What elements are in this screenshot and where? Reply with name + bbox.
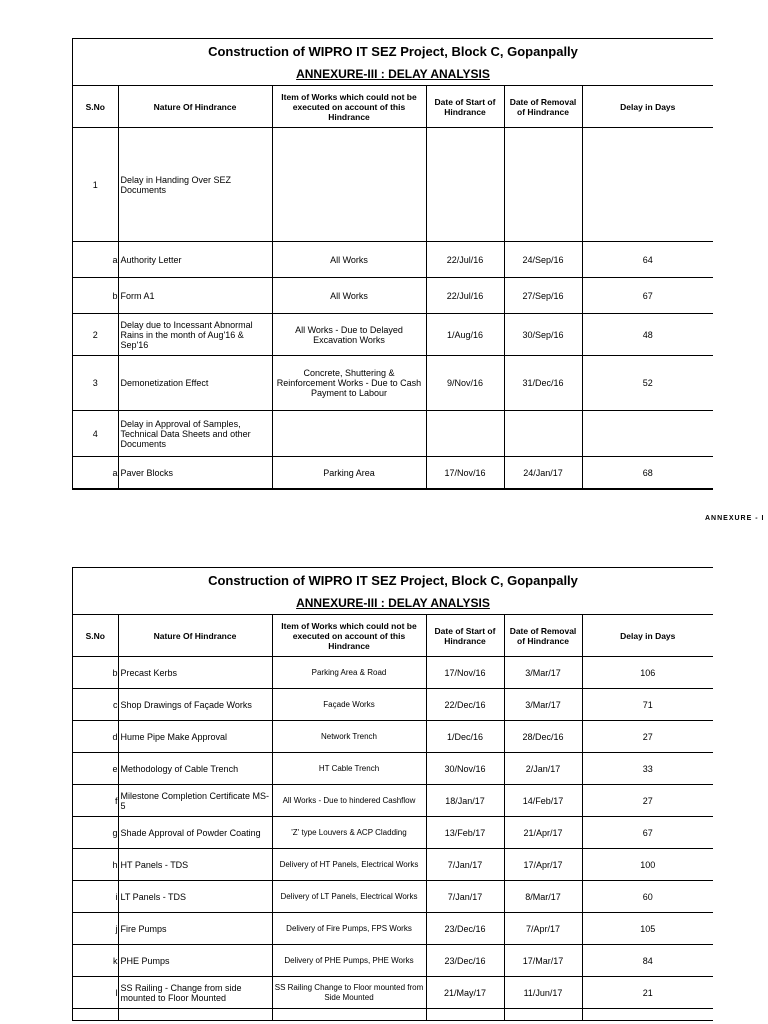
annexure-subtitle: ANNEXURE-III : DELAY ANALYSIS <box>296 596 490 610</box>
cell-removal: 24/Sep/16 <box>504 242 582 278</box>
table-row <box>73 881 713 913</box>
cell-removal: 28/Dec/16 <box>504 721 582 753</box>
cell-delay: 21 <box>582 977 713 1009</box>
cell-sno: 4 <box>73 411 118 457</box>
table-header-row <box>73 615 713 657</box>
cell-start: 7/Jan/17 <box>426 849 504 881</box>
cell-nature: Delay in Approval of Samples, Technical Data Sheets and other Documents <box>118 411 272 457</box>
cell-items: All Works <box>272 278 426 314</box>
cell-removal: 17/Apr/17 <box>504 849 582 881</box>
delay-table-2 <box>73 614 713 1021</box>
cell-items: Delivery of LT Panels, Electrical Works <box>272 881 426 913</box>
cell-nature: Shop Drawings of Façade Works <box>118 689 272 721</box>
cell-nature: Delay in Handing Over SEZ Documents <box>118 128 272 242</box>
cell-delay: 68 <box>582 457 713 489</box>
cell-sno: a <box>73 457 118 489</box>
cell-items: Concrete, Shuttering & Reinforcement Works - Due to Cash Payment to Labour <box>272 356 426 411</box>
cell-nature: SS Railing - Change from side mounted to Floor Mounted <box>118 977 272 1009</box>
cell-start: 9/Nov/16 <box>426 356 504 411</box>
header-nature: Nature Of Hindrance <box>118 86 272 128</box>
cell-items: Delivery of HT Panels, Electrical Works <box>272 849 426 881</box>
cell-delay: 52 <box>582 356 713 411</box>
cell-items: Delivery of Fire Pumps, FPS Works <box>272 913 426 945</box>
cell-removal: 30/Sep/16 <box>504 314 582 356</box>
cell-delay: 105 <box>582 913 713 945</box>
cell-delay: 100 <box>582 849 713 881</box>
cell-start: 17/Nov/16 <box>426 457 504 489</box>
cell-start <box>426 128 504 242</box>
header-delay-days: Delay in Days <box>582 86 713 128</box>
cell-delay: 27 <box>582 721 713 753</box>
cell-removal: 17/Mar/17 <box>504 945 582 977</box>
cell-items: Network Trench <box>272 721 426 753</box>
table-row <box>73 457 713 489</box>
cell-removal: 8/Mar/17 <box>504 881 582 913</box>
cell-start: 23/Dec/16 <box>426 945 504 977</box>
table-row <box>73 242 713 278</box>
cell-removal: 2/Jan/17 <box>504 753 582 785</box>
table-row <box>73 817 713 849</box>
header-items: Item of Works which could not be executed on account of this Hindrance <box>272 615 426 657</box>
table-row <box>73 753 713 785</box>
cell-start <box>426 411 504 457</box>
cell-removal: 31/Dec/16 <box>504 356 582 411</box>
cell-sno: b <box>73 278 118 314</box>
cell-items: SS Railing Change to Floor mounted from Side Mounted <box>272 977 426 1009</box>
cell-items: All Works - Due to Delayed Excavation Works <box>272 314 426 356</box>
table-row <box>73 721 713 753</box>
cell-nature: Fire Pumps <box>118 913 272 945</box>
cell-removal: 3/Mar/17 <box>504 689 582 721</box>
project-title: Construction of WIPRO IT SEZ Project, Block C, Gopanpally <box>208 44 578 59</box>
cell-sno: 2 <box>73 314 118 356</box>
table-row <box>73 785 713 817</box>
cell-nature: Delay due to Incessant Abnormal Rains in the month of Aug'16 & Sep'16 <box>118 314 272 356</box>
cell-removal: 14/Feb/17 <box>504 785 582 817</box>
cell-items: Parking Area <box>272 457 426 489</box>
cell-start: 7/Jan/17 <box>426 881 504 913</box>
cell-start: 1/Aug/16 <box>426 314 504 356</box>
cell-sno: l <box>73 977 118 1009</box>
cell-nature: Demonetization Effect <box>118 356 272 411</box>
cell-items: All Works - Due to hindered Cashflow <box>272 785 426 817</box>
cell-start: 22/Dec/16 <box>426 689 504 721</box>
cell-removal: 3/Mar/17 <box>504 657 582 689</box>
cell-nature: Precast Kerbs <box>118 657 272 689</box>
cell-sno: a <box>73 242 118 278</box>
cell-start: 30/Nov/16 <box>426 753 504 785</box>
cell-delay: 106 <box>582 657 713 689</box>
cell-nature: Authority Letter <box>118 242 272 278</box>
cell-start: 23/Dec/16 <box>426 913 504 945</box>
cell-nature: LT Panels - TDS <box>118 881 272 913</box>
cell-items: Parking Area & Road <box>272 657 426 689</box>
cell-sno: i <box>73 881 118 913</box>
cell-nature: PHE Pumps <box>118 945 272 977</box>
cell-nature: Methodology of Cable Trench <box>118 753 272 785</box>
project-title: Construction of WIPRO IT SEZ Project, Block C, Gopanpally <box>208 573 578 588</box>
cell-removal: 27/Sep/16 <box>504 278 582 314</box>
cell-nature: Hume Pipe Make Approval <box>118 721 272 753</box>
header-removal-date: Date of Removal of Hindrance <box>504 615 582 657</box>
cell-sno: 3 <box>73 356 118 411</box>
header-start-date: Date of Start of Hindrance <box>426 86 504 128</box>
table-row <box>73 356 713 411</box>
delay-analysis-sheet-2 <box>72 567 713 1021</box>
cell-sno: k <box>73 945 118 977</box>
header-removal-date: Date of Removal of Hindrance <box>504 86 582 128</box>
header-delay-days: Delay in Days <box>582 615 713 657</box>
cell-removal: 21/Apr/17 <box>504 817 582 849</box>
table-row <box>73 913 713 945</box>
annexure-label-cut: ANNEXURE - I <box>705 515 765 522</box>
cell-delay: 64 <box>582 242 713 278</box>
header-sno: S.No <box>73 86 118 128</box>
cell-start: 18/Jan/17 <box>426 785 504 817</box>
cell-nature: Shade Approval of Powder Coating <box>118 817 272 849</box>
delay-analysis-sheet-1 <box>72 38 713 490</box>
cell-delay: 67 <box>582 817 713 849</box>
cell-removal <box>504 128 582 242</box>
cell-start: 1/Dec/16 <box>426 721 504 753</box>
cell-nature: HT Panels - TDS <box>118 849 272 881</box>
cell-start: 21/May/17 <box>426 977 504 1009</box>
cell-delay: 84 <box>582 945 713 977</box>
cell-delay: 71 <box>582 689 713 721</box>
cell-items: 'Z' type Louvers & ACP Cladding <box>272 817 426 849</box>
header-nature: Nature Of Hindrance <box>118 615 272 657</box>
table-row <box>73 657 713 689</box>
header-sno: S.No <box>73 615 118 657</box>
cell-sno: c <box>73 689 118 721</box>
annexure-subtitle: ANNEXURE-III : DELAY ANALYSIS <box>296 67 490 81</box>
cell-start: 22/Jul/16 <box>426 278 504 314</box>
cell-sno: g <box>73 817 118 849</box>
cell-items <box>272 128 426 242</box>
cell-nature: Form A1 <box>118 278 272 314</box>
cell-items: Façade Works <box>272 689 426 721</box>
cell-sno: e <box>73 753 118 785</box>
table-row <box>73 945 713 977</box>
cell-delay: 48 <box>582 314 713 356</box>
cell-nature: Paver Blocks <box>118 457 272 489</box>
cell-delay <box>582 411 713 457</box>
table-row <box>73 278 713 314</box>
table-row <box>73 128 713 242</box>
cell-delay: 60 <box>582 881 713 913</box>
cell-removal <box>504 411 582 457</box>
header-start-date: Date of Start of Hindrance <box>426 615 504 657</box>
delay-table-1 <box>73 85 713 489</box>
header-items: Item of Works which could not be executed on account of this Hindrance <box>272 86 426 128</box>
cell-start: 22/Jul/16 <box>426 242 504 278</box>
cell-delay: 33 <box>582 753 713 785</box>
cell-sno: d <box>73 721 118 753</box>
cell-items: All Works <box>272 242 426 278</box>
table-row <box>73 411 713 457</box>
cell-delay: 27 <box>582 785 713 817</box>
cell-delay <box>582 128 713 242</box>
cell-sno: 1 <box>73 128 118 242</box>
table-row <box>73 849 713 881</box>
cell-delay: 67 <box>582 278 713 314</box>
cell-start: 13/Feb/17 <box>426 817 504 849</box>
cell-items: Delivery of PHE Pumps, PHE Works <box>272 945 426 977</box>
table-row <box>73 977 713 1009</box>
cell-sno: j <box>73 913 118 945</box>
cell-items: HT Cable Trench <box>272 753 426 785</box>
cell-sno: b <box>73 657 118 689</box>
cell-sno: h <box>73 849 118 881</box>
cell-sno: f <box>73 785 118 817</box>
table-header-row <box>73 86 713 128</box>
cell-removal: 24/Jan/17 <box>504 457 582 489</box>
table-row <box>73 314 713 356</box>
cell-nature: Milestone Completion Certificate MS-5 <box>118 785 272 817</box>
cell-start: 17/Nov/16 <box>426 657 504 689</box>
table-row <box>73 689 713 721</box>
table-row-partial <box>73 1009 713 1021</box>
cell-removal: 7/Apr/17 <box>504 913 582 945</box>
cell-removal: 11/Jun/17 <box>504 977 582 1009</box>
cell-items <box>272 411 426 457</box>
